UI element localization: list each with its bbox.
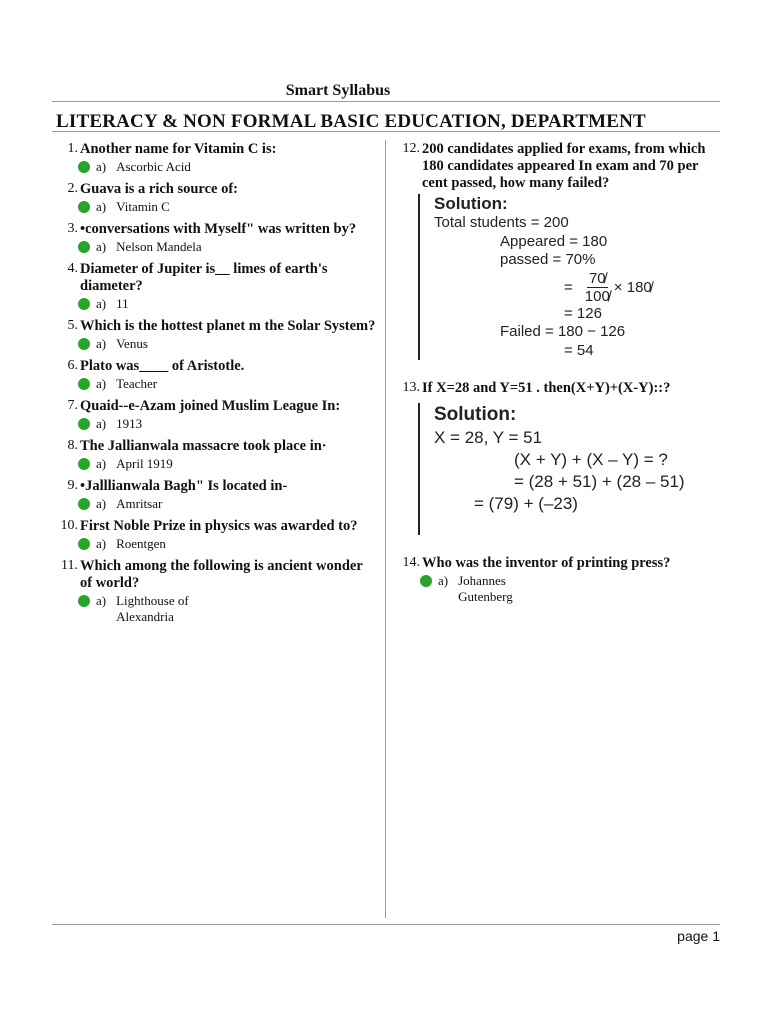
question-number: 6.	[67, 358, 78, 373]
footer-rule	[52, 924, 720, 925]
option-label: a)	[96, 239, 107, 254]
solution-total: Total students = 200	[434, 214, 569, 231]
bullet-dot-icon	[78, 201, 90, 213]
question-text: Guava is a rich source of:	[80, 181, 239, 197]
question-number: 2.	[67, 181, 78, 196]
solution-passed: passed = 70%	[500, 251, 596, 268]
question-7	[56, 398, 376, 432]
option-label: a)	[96, 593, 107, 608]
answer-text: Roentgen	[116, 536, 166, 551]
option-label: a)	[438, 573, 449, 588]
question-1	[56, 141, 376, 175]
question-number: 8.	[67, 438, 78, 453]
answer-row	[420, 573, 716, 605]
solution-box-13	[418, 403, 716, 535]
brand-title: Smart Syllabus	[285, 82, 391, 99]
answer-text: April 1919	[116, 456, 173, 471]
question-6	[56, 358, 376, 392]
question-number: 13.	[402, 380, 420, 395]
question-10	[56, 518, 376, 552]
question-number: 5.	[67, 318, 78, 333]
solution-box-12	[418, 194, 716, 360]
question-text: 200 candidates applied for exams, from which 180 candidates appeared In exam and 70 per cent passed, how many failed?	[422, 141, 706, 191]
left-column	[56, 141, 376, 631]
question-text: •conversations with Myself" was written by?	[80, 221, 357, 237]
bullet-dot-icon	[78, 161, 90, 173]
bullet-dot-icon	[78, 595, 90, 607]
answer-text: 1913	[116, 416, 143, 431]
option-label: a)	[96, 376, 107, 391]
answer-row	[78, 456, 376, 472]
answer-row	[78, 593, 376, 625]
question-14	[398, 555, 716, 605]
question-text: Diameter of Jupiter is__ limes of earth's diameter?	[80, 261, 328, 294]
option-label: a)	[96, 456, 107, 471]
question-text: The Jallianwala massacre took place in·	[80, 438, 327, 454]
bullet-dot-icon	[78, 378, 90, 390]
answer-text: Ascorbic Acid	[116, 159, 191, 174]
option-label: a)	[96, 416, 107, 431]
bullet-dot-icon	[78, 418, 90, 430]
question-text: If X=28 and Y=51 . then(X+Y)+(X-Y)::?	[422, 380, 671, 396]
question-8	[56, 438, 376, 472]
question-5	[56, 318, 376, 352]
question-number: 1.	[67, 141, 78, 156]
question-12	[398, 141, 716, 360]
question-number: 7.	[67, 398, 78, 413]
solution-answer: = 54	[564, 341, 594, 359]
answer-text: Lighthouse of Alexandria	[116, 593, 189, 624]
answer-row	[78, 296, 376, 312]
answer-row	[78, 239, 376, 255]
bullet-dot-icon	[78, 338, 90, 350]
solution-result: = 126	[564, 304, 602, 322]
question-text: Which is the hottest planet m the Solar System?	[80, 318, 376, 334]
option-label: a)	[96, 336, 107, 351]
answer-row	[78, 159, 376, 175]
solution-failed: Failed = 180 − 126	[500, 323, 626, 340]
answer-row	[78, 199, 376, 215]
question-number: 11.	[61, 558, 78, 573]
question-4	[56, 261, 376, 312]
option-label: a)	[96, 199, 107, 214]
answer-row	[78, 336, 376, 352]
fraction	[585, 270, 610, 305]
department-title: LITERACY & NON FORMAL BASIC EDUCATION, DEPARTMENT	[56, 111, 646, 132]
equals-sign: =	[564, 278, 573, 296]
column-divider	[385, 140, 386, 918]
question-13	[398, 380, 716, 535]
answer-text: Nelson Mandela	[116, 239, 202, 254]
answer-text: 11	[116, 296, 129, 311]
solution-title: Solution:	[434, 404, 517, 425]
option-label: a)	[96, 159, 107, 174]
answer-row	[78, 496, 376, 512]
bullet-dot-icon	[420, 575, 432, 587]
solution-line-4: = (79) + (–23)	[474, 494, 578, 513]
bullet-dot-icon	[78, 298, 90, 310]
fraction-multiplier: × 180̸	[613, 278, 652, 296]
question-number: 14.	[402, 555, 420, 570]
question-number: 4.	[67, 261, 78, 276]
option-label: a)	[96, 296, 107, 311]
bullet-dot-icon	[78, 458, 90, 470]
question-number: 12.	[402, 141, 420, 156]
question-11	[56, 558, 376, 625]
solution-line-2: (X + Y) + (X – Y) = ?	[514, 450, 668, 469]
question-text: Which among the following is ancient wonder of world?	[80, 558, 363, 591]
question-number: 9.	[67, 478, 78, 493]
answer-text: Teacher	[116, 376, 158, 391]
solution-line-1: X = 28, Y = 51	[434, 428, 543, 447]
answer-text: Vitamin C	[116, 199, 170, 214]
question-number: 10.	[60, 518, 78, 533]
bullet-dot-icon	[78, 498, 90, 510]
answer-text: Venus	[116, 336, 148, 351]
option-label: a)	[96, 496, 107, 511]
header-rule-bottom	[52, 131, 720, 132]
question-number: 3.	[67, 221, 78, 236]
fraction-numerator: 70̸	[588, 269, 606, 287]
question-text: Another name for Vitamin C is:	[80, 141, 277, 157]
question-text: Plato was____ of Aristotle.	[80, 358, 245, 374]
answer-row	[78, 376, 376, 392]
answer-text: Johannes Gutenberg	[458, 573, 513, 604]
solution-appeared: Appeared = 180	[500, 232, 608, 250]
answer-row	[78, 536, 376, 552]
solution-title: Solution:	[434, 194, 508, 213]
bullet-dot-icon	[78, 241, 90, 253]
bullet-dot-icon	[78, 538, 90, 550]
question-2	[56, 181, 376, 215]
solution-line-3: = (28 + 51) + (28 – 51)	[514, 472, 685, 491]
page-number: page 1	[677, 928, 720, 944]
option-label: a)	[96, 536, 107, 551]
question-text: Who was the inventor of printing press?	[422, 555, 671, 571]
answer-row	[78, 416, 376, 432]
right-column	[398, 141, 716, 611]
solution-fraction-row	[434, 270, 716, 305]
header-rule-top	[52, 101, 720, 102]
question-text: •Jalllianwala Bagh" Is located in-	[80, 478, 288, 494]
fraction-denominator: 100̸	[584, 287, 610, 305]
question-text: Quaid--e-Azam joined Muslim League In:	[80, 398, 341, 414]
question-9	[56, 478, 376, 512]
answer-text: Amritsar	[116, 496, 163, 511]
question-3	[56, 221, 376, 255]
question-text: First Noble Prize in physics was awarded to?	[80, 518, 358, 534]
